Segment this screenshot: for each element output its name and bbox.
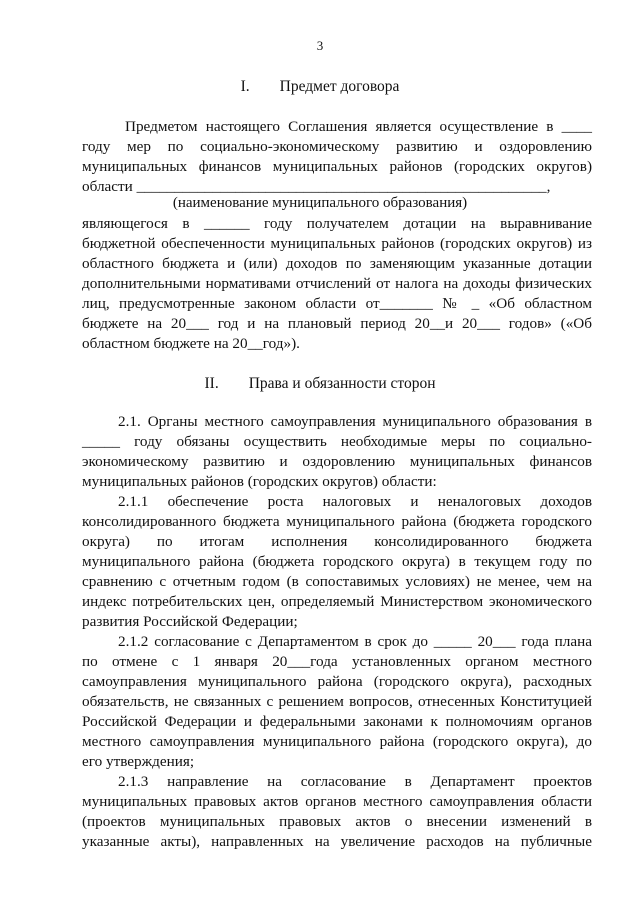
section-1-number: I. bbox=[240, 78, 250, 95]
paragraph-line: 2.1.2 согласование с Департаментом в срок до _____ 20___ года плана bbox=[118, 633, 592, 650]
paragraph-line: 2.1. Органы местного самоуправления муниципального образования в bbox=[118, 413, 592, 430]
paragraph-line: по отмене с 1 января 20___года установленных органом местного bbox=[82, 653, 592, 670]
paragraph-line: муниципальных правовых актов органов местного самоуправления области bbox=[82, 793, 592, 810]
paragraph-line: обязательств, не связанных с решением вопросов, отнесенных Конституцией bbox=[82, 693, 592, 710]
paragraph-line: году мер по социально-экономическому развитию и оздоровлению bbox=[82, 138, 592, 155]
section-2-heading bbox=[0, 375, 640, 393]
paragraph-line: муниципальных финансов муниципальных районов (городских округов) bbox=[82, 158, 592, 175]
paragraph-line: его утверждения; bbox=[82, 753, 195, 770]
paragraph-line: бюджете на 20___ год и на плановый период 20__и 20___ годов» («Об bbox=[82, 315, 592, 332]
paragraph-line: местного самоуправления муниципального района (городского округа), до bbox=[82, 733, 592, 750]
section-1-title: Предмет договора bbox=[279, 78, 400, 95]
paragraph-line: являющегося в ______ году получателем дотации на выравнивание bbox=[82, 215, 592, 232]
paragraph-line: экономическому развитию и оздоровлению муниципальных финансов bbox=[82, 453, 592, 470]
paragraph-line: сравнению с отчетным годом (в сопоставимых условиях) не менее, чем на bbox=[82, 573, 592, 590]
section-2-number: II. bbox=[204, 375, 219, 392]
paragraph-line: бюджетной обеспеченности муниципальных районов (городских округов) из bbox=[82, 235, 592, 252]
field-caption: (наименование муниципального образования) bbox=[172, 195, 468, 211]
paragraph-line: самоуправления муниципального района (городского округа), расходных bbox=[82, 673, 592, 690]
paragraph-line: дополнительными нормативами отчислений от налога на доходы физических bbox=[82, 275, 592, 292]
paragraph-line: _____ году обязаны осуществить необходимые меры по социально- bbox=[82, 433, 592, 450]
paragraph-line: муниципальных районов (городских округов) области: bbox=[82, 473, 437, 490]
paragraph-line: областного бюджета и (или) доходов по заменяющим указанные дотации bbox=[82, 255, 592, 272]
paragraph-line: Предметом настоящего Соглашения является осуществление в ____ bbox=[125, 118, 592, 135]
paragraph-line: Российской Федерации и федеральными законами к полномочиям органов bbox=[82, 713, 592, 730]
section-2-title: Права и обязанности сторон bbox=[248, 375, 436, 392]
paragraph-line: округа) по итогам исполнения консолидированного бюджета bbox=[82, 533, 592, 550]
paragraph-line: области ______________________________________________________, bbox=[82, 178, 551, 195]
paragraph-line: муниципального района (бюджета городского округа) в текущем году по bbox=[82, 553, 592, 570]
page-number: 3 bbox=[316, 38, 324, 53]
paragraph-line: 2.1.3 направление на согласование в Департамент проектов bbox=[118, 773, 592, 790]
paragraph-line: развития Российской Федерации; bbox=[82, 613, 298, 630]
paragraph-line: областном бюджете на 20__год»). bbox=[82, 335, 300, 352]
paragraph-line: лиц, предусмотренные законом области от_______ № _ «Об областном bbox=[82, 295, 592, 312]
paragraph-line: указанные акты), направленных на увеличение расходов на публичные bbox=[82, 833, 592, 850]
paragraph-line: 2.1.1 обеспечение роста налоговых и неналоговых доходов bbox=[118, 493, 592, 510]
paragraph-line: (проектов муниципальных правовых актов о внесении изменений в bbox=[82, 813, 592, 830]
paragraph-line: консолидированного бюджета муниципального района (бюджета городского bbox=[82, 513, 592, 530]
section-1-heading bbox=[0, 78, 640, 96]
paragraph-line: индекс потребительских цен, определяемый Министерством экономического bbox=[82, 593, 592, 610]
